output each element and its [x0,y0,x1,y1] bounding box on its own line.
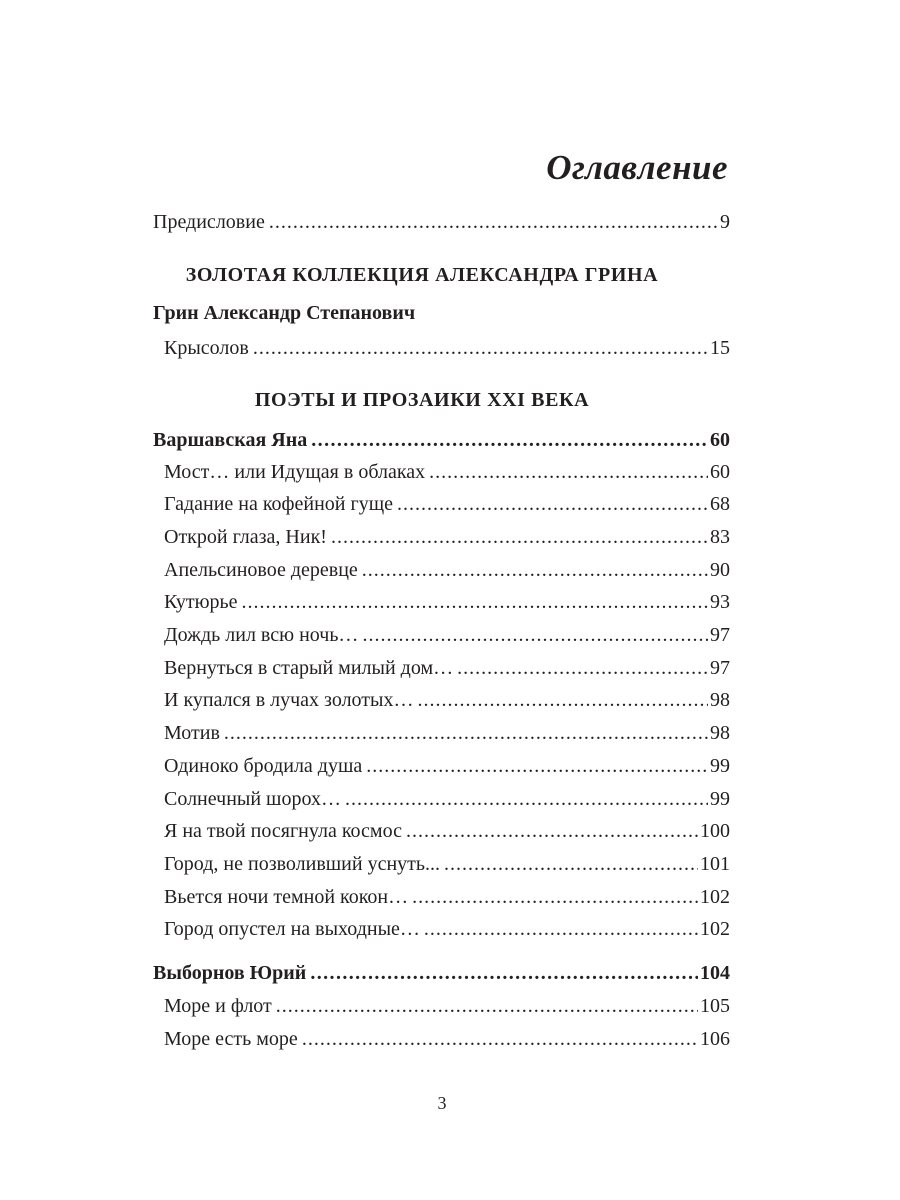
dot-leader [276,993,698,1019]
toc-entry-page: 102 [700,886,730,908]
dot-leader [310,960,698,986]
toc-entry[interactable] [164,786,730,812]
dot-leader [331,524,708,550]
author-name: Выборнов Юрий [153,962,307,984]
toc-author-entry[interactable] [153,427,730,453]
dot-leader [362,557,708,583]
toc-entry[interactable] [164,622,730,648]
toc-entry[interactable] [164,655,730,681]
toc-entry-title: Открой глаза, Ник! [164,526,327,548]
toc-entry[interactable] [164,1026,730,1052]
section-heading: ПОЭТЫ И ПРОЗАИКИ XXI ВЕКА [254,389,590,411]
page-number: 3 [437,1093,447,1113]
author-name: Варшавская Яна [153,429,308,451]
toc-entry-title: Город опустел на выходные… [164,918,420,940]
toc-author-entry[interactable] [153,960,730,986]
toc-entry-title: Одиноко бродила душа [164,755,363,777]
toc-entry-page: 93 [710,591,730,613]
dot-leader [345,786,708,812]
toc-entry-title: Я на твой посягнула космос [164,820,402,842]
toc-entry[interactable] [164,818,730,844]
dot-leader [253,335,708,361]
dot-leader [362,622,708,648]
toc-entry-page: 106 [700,1028,730,1050]
dot-leader [224,720,708,746]
dot-leader [397,491,708,517]
toc-entry[interactable] [164,335,730,361]
dot-leader [424,916,698,942]
toc-entry-page: 68 [710,493,730,515]
dot-leader [412,884,698,910]
toc-entry[interactable] [164,687,730,713]
dot-leader [269,209,718,235]
toc-entry-title: Кутюрье [164,591,238,613]
dot-leader [457,655,708,681]
toc-entry[interactable] [164,459,730,485]
dot-leader [444,851,698,877]
section-heading: ЗОЛОТАЯ КОЛЛЕКЦИЯ АЛЕКСАНДРА ГРИНА [185,264,659,286]
toc-entry-title: Море есть море [164,1028,298,1050]
toc-entry-page: 97 [710,624,730,646]
toc-entry[interactable] [164,753,730,779]
toc-entry-page: 90 [710,559,730,581]
toc-entry[interactable] [164,916,730,942]
toc-entry-title: Крысолов [164,337,249,359]
dot-leader [302,1026,698,1052]
dot-leader [429,459,708,485]
toc-entry-title: Предисловие [153,211,265,233]
toc-entry-page: 104 [700,962,730,984]
toc-entry-title: Апельсиновое деревце [164,559,358,581]
toc-entry-title: Вернуться в старый милый дом… [164,657,454,679]
toc-entry-page: 99 [710,788,730,810]
author-name: Грин Александр Степанович [153,302,416,324]
dot-leader [406,818,698,844]
toc-entry-title: Солнечный шорох… [164,788,341,810]
toc-entry-page: 15 [710,337,730,359]
toc-entry-title: Дождь лил всю ночь… [164,624,359,646]
dot-leader [417,687,708,713]
toc-entry[interactable] [164,884,730,910]
toc-entry-title: Мотив [164,722,220,744]
toc-entry-title: Мост… или Идущая в облаках [164,461,426,483]
toc-entry-page: 100 [700,820,730,842]
toc-entry[interactable] [164,524,730,550]
toc-entry[interactable] [164,720,730,746]
toc-entry-title: Город, не позволивший уснуть... [164,853,441,875]
toc-entry-preface[interactable] [153,209,730,235]
toc-entry-page: 98 [710,722,730,744]
toc-entry-page: 60 [710,429,730,451]
toc-entry[interactable] [164,993,730,1019]
toc-entry-page: 60 [710,461,730,483]
toc-entry[interactable] [164,589,730,615]
toc-entry-page: 102 [700,918,730,940]
dot-leader [242,589,708,615]
toc-entry-title: Гадание на кофейной гуще [164,493,393,515]
toc-entry-title: И купался в лучах золотых… [164,689,414,711]
dot-leader [366,753,708,779]
toc-entry-title: Вьется ночи темной кокон… [164,886,409,908]
toc-entry-page: 9 [720,211,730,233]
toc-entry-page: 98 [710,689,730,711]
toc-title: Оглавление [546,148,728,187]
dot-leader [311,427,708,453]
toc-entry-title: Море и флот [164,995,272,1017]
toc-entry-page: 105 [700,995,730,1017]
toc-entry[interactable] [164,851,730,877]
toc-entry[interactable] [164,557,730,583]
toc-entry-page: 101 [700,853,730,875]
toc-entry[interactable] [164,491,730,517]
toc-entry-page: 99 [710,755,730,777]
toc-entry-page: 83 [710,526,730,548]
toc-entry-page: 97 [710,657,730,679]
